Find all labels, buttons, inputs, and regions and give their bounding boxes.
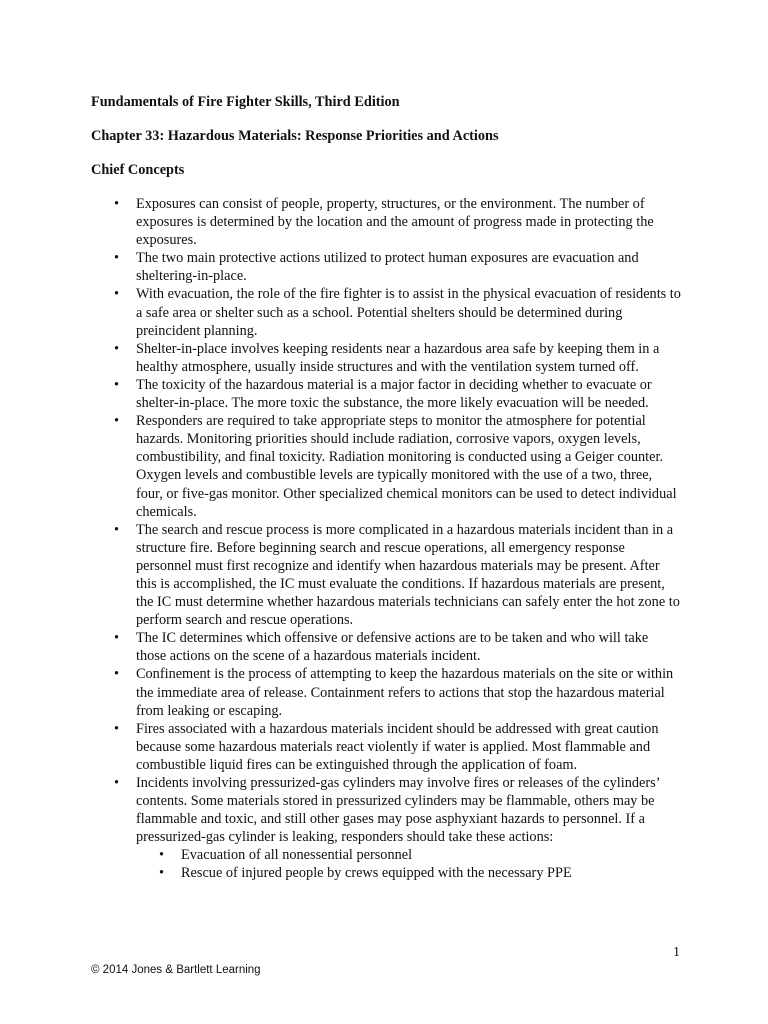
list-item: • With evacuation, the role of the fire fighter is to assist in the physical evacuation of residents to a safe area or shelter such as a school. Potential shelters should be determined during preincident planning. xyxy=(91,285,681,339)
list-item-text: Incidents involving pressurized-gas cylinders may involve fires or releases of the cylinders’ contents. Some materials stored in pressurized cylinders may be flammable, others may be flammable and toxic, and still other gases may pose asphyxiant hazards to personnel. If a pressurized-gas cylinder is leaking, responders should take these actions: xyxy=(136,775,660,846)
concept-list xyxy=(91,195,681,883)
sub-list xyxy=(136,846,681,882)
page-number: 1 xyxy=(673,945,680,960)
sub-list-item: • Rescue of injured people by crews equipped with the necessary PPE xyxy=(136,864,681,882)
list-item: • Fires associated with a hazardous materials incident should be addressed with great caution because some hazardous materials react violently if water is applied. Most flammable and combustible liquid fires can be extinguished through the application of foam. xyxy=(91,720,681,774)
chapter-title: Chapter 33: Hazardous Materials: Response Priorities and Actions xyxy=(91,128,499,144)
list-item: • Responders are required to take appropriate steps to monitor the atmosphere for potential hazards. Monitoring priorities should include radiation, corrosive vapors, oxygen levels, combustibility, and final toxicity. Radiation monitoring is conducted using a Geiger counter. Oxygen levels and combustible levels are typically monitored with the use of a two, three, four, or five-gas monitor. Other specialized chemical monitors can be used to detect individual chemicals. xyxy=(91,412,681,521)
list-item: • The two main protective actions utilized to protect human exposures are evacuation and sheltering-in-place. xyxy=(91,249,681,285)
document-body xyxy=(91,93,681,883)
book-title: Fundamentals of Fire Fighter Skills, Third Edition xyxy=(91,94,400,110)
list-item: • Exposures can consist of people, property, structures, or the environment. The number of exposures is determined by the location and the amount of progress made in protecting the exposures. xyxy=(91,195,681,249)
list-item xyxy=(91,774,681,883)
list-item: • The search and rescue process is more complicated in a hazardous materials incident than in a structure fire. Before beginning search and rescue operations, all emergency response personnel must first recognize and identify when hazardous materials may be present. After this is accomplished, the IC must evaluate the conditions. If hazardous materials are present, the IC must determine whether hazardous materials technicians can safely enter the hot zone to perform search and rescue operations. xyxy=(91,521,681,630)
copyright-footer: © 2014 Jones & Bartlett Learning xyxy=(91,964,261,976)
list-item: • Shelter-in-place involves keeping residents near a hazardous area safe by keeping them in a healthy atmosphere, usually inside structures and with the ventilation system turned off. xyxy=(91,340,681,376)
list-item: • The IC determines which offensive or defensive actions are to be taken and who will take those actions on the scene of a hazardous materials incident. xyxy=(91,629,681,665)
sub-list-item: • Evacuation of all nonessential personnel xyxy=(136,846,681,864)
section-title: Chief Concepts xyxy=(91,162,185,178)
list-item: • The toxicity of the hazardous material is a major factor in deciding whether to evacuate or shelter-in-place. The more toxic the substance, the more likely evacuation will be needed. xyxy=(91,376,681,412)
list-item: • Confinement is the process of attempting to keep the hazardous materials on the site or within the immediate area of release. Containment refers to actions that stop the hazardous material from leaking or escaping. xyxy=(91,665,681,719)
